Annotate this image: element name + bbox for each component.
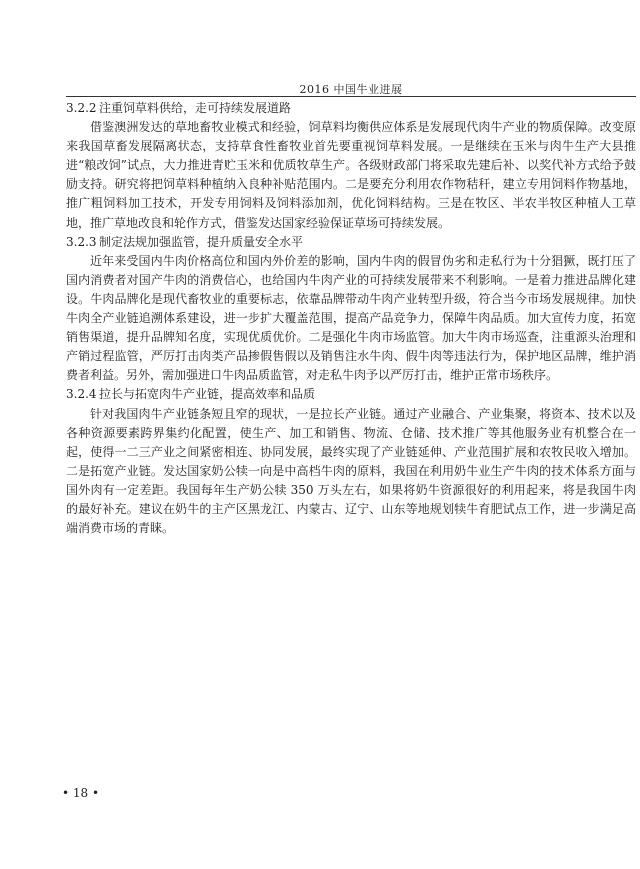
header-rule [66,96,636,97]
section-3-2-4 [66,385,636,538]
section-title: 拉长与拓宽肉牛产业链，提高效率和品质 [99,387,316,402]
section-number: 3.2.3 [66,234,97,249]
section-3-2-2 [66,99,636,233]
section-number: 3.2.2 [66,101,97,115]
section-title: 注重饲草料供给，走可持续发展道路 [99,101,292,115]
section-heading [66,385,636,404]
page-number: • 18 • [62,786,100,800]
section-paragraph: 借鉴澳洲发达的草地畜牧业模式和经验，饲草料均衡供应体系是发展现代肉牛产业的物质保障。改变原来我国草畜发展隔离状态，支持草食性畜牧业首先要重视饲草料发展。一是继续在玉米与肉牛生产大县推进“粮改饲”试点，大力推进青贮玉米和优质牧草生产。各级财政部门将采取先建后补、以奖代补方式给予鼓励支持。研究将把饲草料种植纳入良种补贴范围内。二是要充分利用农作物秸秆，建立专用饲料作物基地，推广粗饲料加工技术，开发专用饲料及饲料添加剂，优化饲料结构。三是在牧区、半农半牧区种植人工草地，推广草地改良和轮作方式，借鉴发达国家经验保证草场可持续发展。 [66,120,636,230]
stray-mark: · [90,514,93,524]
section-paragraph: 近年来受国内牛肉价格高位和国内外价差的影响，国内牛肉的假冒伪劣和走私行为十分猖獗，既打压了国内消费者对国产牛肉的消费信心，也给国内牛肉产业的可持续发展带来不利影响。一是着力推进品牌化建设。牛肉品牌化是现代畜牧业的重要标志，依靠品牌带动牛肉产业转型升级，符合当今市场发展规律。加快牛肉全产业链追溯体系建设，进一步扩大覆盖范围，提高产品竞争力，保障牛肉品质。加大宣传力度，拓宽销售渠道，提升品牌知名度，实现优质优价。二是强化牛肉市场监管。加大牛肉市场巡查，注重源头治理和产销过程监管，严厉打击肉类产品掺假售假以及销售注水牛肉、假牛肉等违法行为，保护地区品牌，维护消费者利益。另外，需加强进口牛肉品质监管，对走私牛肉予以严厉打击，维护正常市场秩序。 [66,253,636,383]
body-content [66,99,636,538]
section-heading [66,99,636,118]
section-3-2-3 [66,233,636,386]
running-header: 2016 中国牛业进展 [299,83,403,96]
section-title: 制定法规加强监管，提升质量安全水平 [99,234,304,249]
section-heading [66,233,636,252]
section-paragraph: 针对我国肉牛产业链条短且窄的现状，一是拉长产业链。通过产业融合、产业集聚，将资本、技术以及各种资源要素跨界集约化配置，使生产、加工和销售、物流、仓储、技术推广等其他服务业有机整合在一起，使得一二三产业之间紧密相连、协同发展，最终实现了产业链延伸、产业范围扩展和农牧民收入增加。二是拓宽产业链。发达国家奶公犊一向是中高档牛肉的原料，我国在利用奶牛业生产牛肉的技术体系方面与国外肉有一定差距。我国每年生产奶公犊 350 万头左右，如果将奶牛资源很好的利用起来，将是我国牛肉的最好补充。建议在奶牛的主产区黑龙江、内蒙古、辽宁、山东等地规划犊牛育肥试点工作，进一步满足高端消费市场的青睐。 [66,406,636,536]
section-number: 3.2.4 [66,387,97,402]
